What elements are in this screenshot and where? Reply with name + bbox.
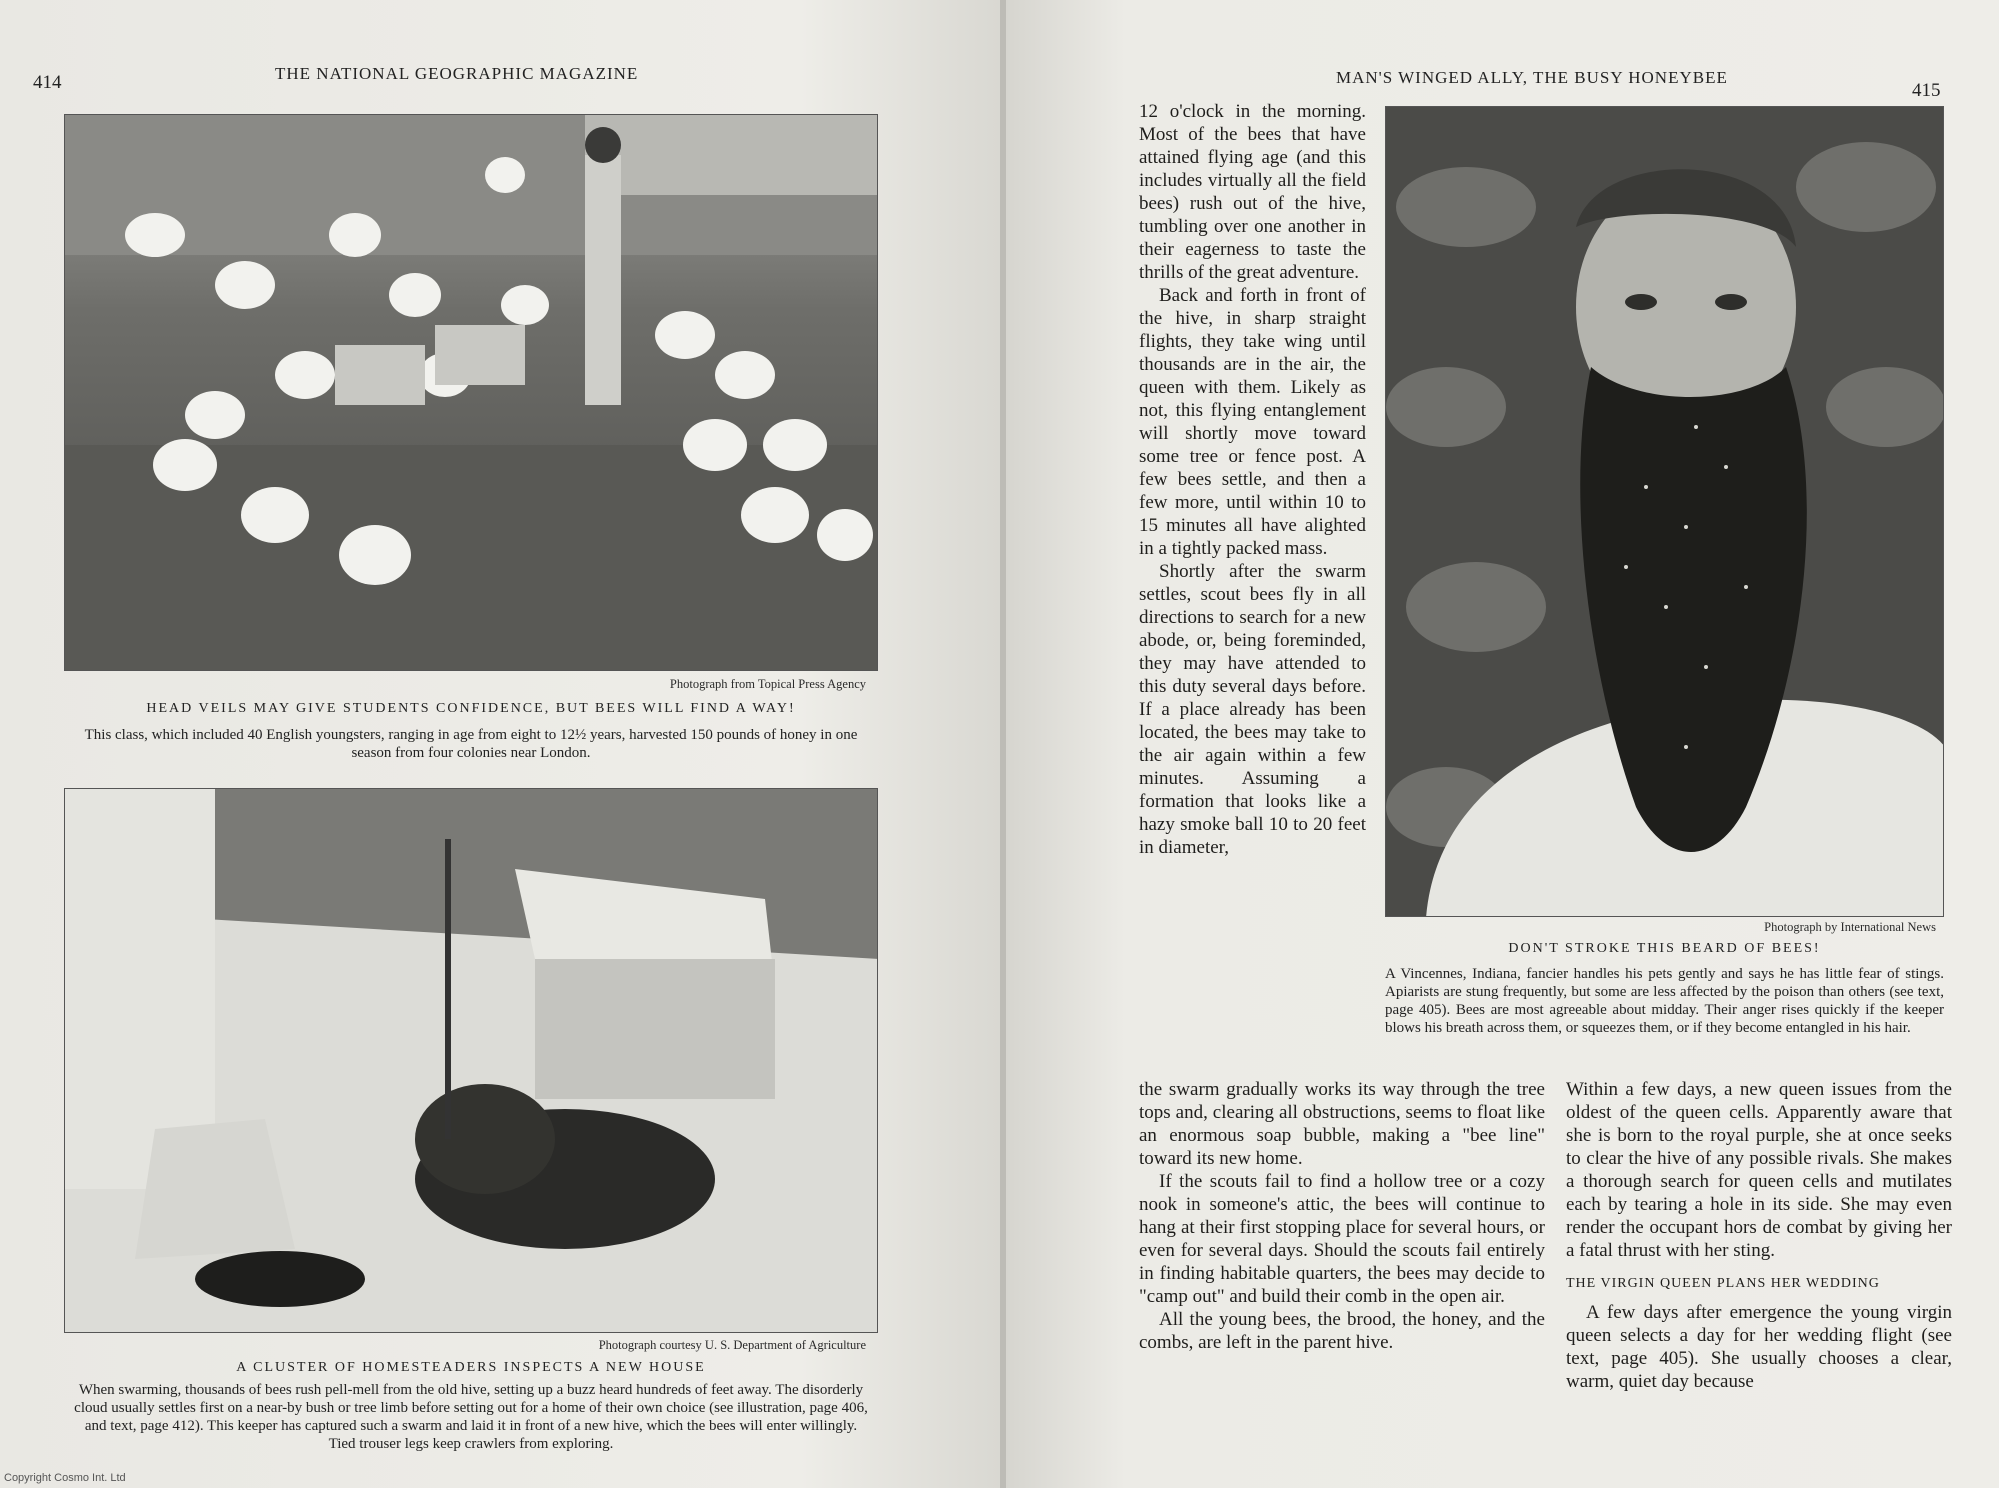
article-column-lower-left (1139, 1078, 1545, 1354)
swarm-photo-illustration (65, 789, 878, 1333)
paragraph: the swarm gradually works its way through the tree tops and, clearing all obstructions, seems to float like an enormous soap bubble, making a "bee line" toward its new home. (1139, 1079, 1545, 1169)
section-subhead: THE VIRGIN QUEEN PLANS HER WEDDING (1566, 1276, 1880, 1291)
paragraph: If the scouts fail to find a hollow tree or a cozy nook in someone's attic, the bees will continue to hang at their first stopping place for several hours, or even for several days. Should the scouts fail entirely in finding habitable quarters, the bees may decide to "camp out" and build their comb in the open air. (1139, 1171, 1545, 1307)
page-number-left: 414 (33, 72, 62, 93)
photo-caption-body: A Vincennes, Indiana, fancier handles his pets gently and says he has little fear of stings. Apiarists are stung frequently, but some are less affected by the poison than others (see text, page 405). Bees are most agreeable about midday. Their anger rises quickly if the keeper blows his breath across them, or squeezes them, or if they become entangled in his hair. (1385, 966, 1944, 1036)
photo-credit: Photograph courtesy U. S. Department of Agriculture (598, 1338, 866, 1352)
paragraph: Shortly after the swarm settles, scout bees fly in all directions to search for a new abode, or, being foreminded, they may have attended to this duty several days before. If a place already has been located, the bees may take to the air again within a few minutes. Assuming a formation that looks like a hazy smoke ball 10 to 20 feet in diameter, (1139, 561, 1366, 858)
paragraph: A few days after emergence the young virgin queen selects a day for her wedding flight (see text, page 405). She usually chooses a clear, warm, quiet day because (1566, 1302, 1952, 1392)
paragraph: Within a few days, a new queen issues from the oldest of the queen cells. Apparently aware that she is born to the royal purple, she at once seeks to clear the hive of any possible rivals. She makes a thorough search for queen cells and mutilates each by tearing a hole in its side. She may even render the occupant hors de combat by giving her a fatal thrust with her sting. (1566, 1079, 1952, 1261)
page-number-right: 415 (1912, 80, 1941, 101)
photo-caption-title: DON'T STROKE THIS BEARD OF BEES! (1508, 941, 1821, 956)
photo-caption-title: A CLUSTER OF HOMESTEADERS INSPECTS A NEW HOUSE (236, 1360, 706, 1375)
running-head-right: MAN'S WINGED ALLY, THE BUSY HONEYBEE (1336, 68, 1728, 87)
photo-caption-body: When swarming, thousands of bees rush pell-mell from the old hive, setting up a buzz heard hundreds of feet away. The disorderly cloud usually settles first on a near-by bush or tree limb before setting out for a home of their own choice (see illustration, page 406, and text, page 412). This keeper has captured such a swarm and laid it in front of a new hive, which the bees will enter willingly. Tied trouser legs keep crawlers from exploring. (74, 1382, 868, 1452)
students-photo-illustration (65, 115, 878, 671)
right-page (1006, 0, 1999, 1488)
photo-credit: Photograph by International News (1764, 920, 1936, 934)
article-column-narrow (1139, 100, 1366, 859)
photo-caption-body: This class, which included 40 English youngsters, ranging in age from eight to 12½ years, harvested 150 pounds of honey in one season from four colonies near London. (84, 727, 858, 761)
copyright-watermark: Copyright Cosmo Int. Ltd (4, 1472, 126, 1484)
bee-beard-illustration (1386, 107, 1944, 917)
photo-caption-title: HEAD VEILS MAY GIVE STUDENTS CONFIDENCE, BUT BEES WILL FIND A WAY! (146, 701, 796, 716)
paragraph: All the young bees, the brood, the honey, and the combs, are left in the parent hive. (1139, 1309, 1545, 1353)
running-head-left: THE NATIONAL GEOGRAPHIC MAGAZINE (275, 64, 639, 83)
swarm-new-hive-photo (64, 788, 878, 1333)
bee-beard-photo (1385, 106, 1944, 917)
photo-credit: Photograph from Topical Press Agency (669, 677, 866, 691)
paragraph: Back and forth in front of the hive, in sharp straight flights, they take wing until thousands are in the air, the queen with them. Likely as not, this flying entanglement will shortly move toward some tree or fence post. A few bees settle, and then a few more, until within 10 to 15 minutes all have alighted in a tightly packed mass. (1139, 285, 1366, 559)
article-column-lower-right (1566, 1078, 1952, 1393)
paragraph: 12 o'clock in the morning. Most of the bees that have attained flying age (and this includes virtually all the field bees) rush out of the hive, tumbling over one another in their eagerness to taste the thrills of the great adventure. (1139, 101, 1366, 283)
students-bee-veils-photo (64, 114, 878, 671)
